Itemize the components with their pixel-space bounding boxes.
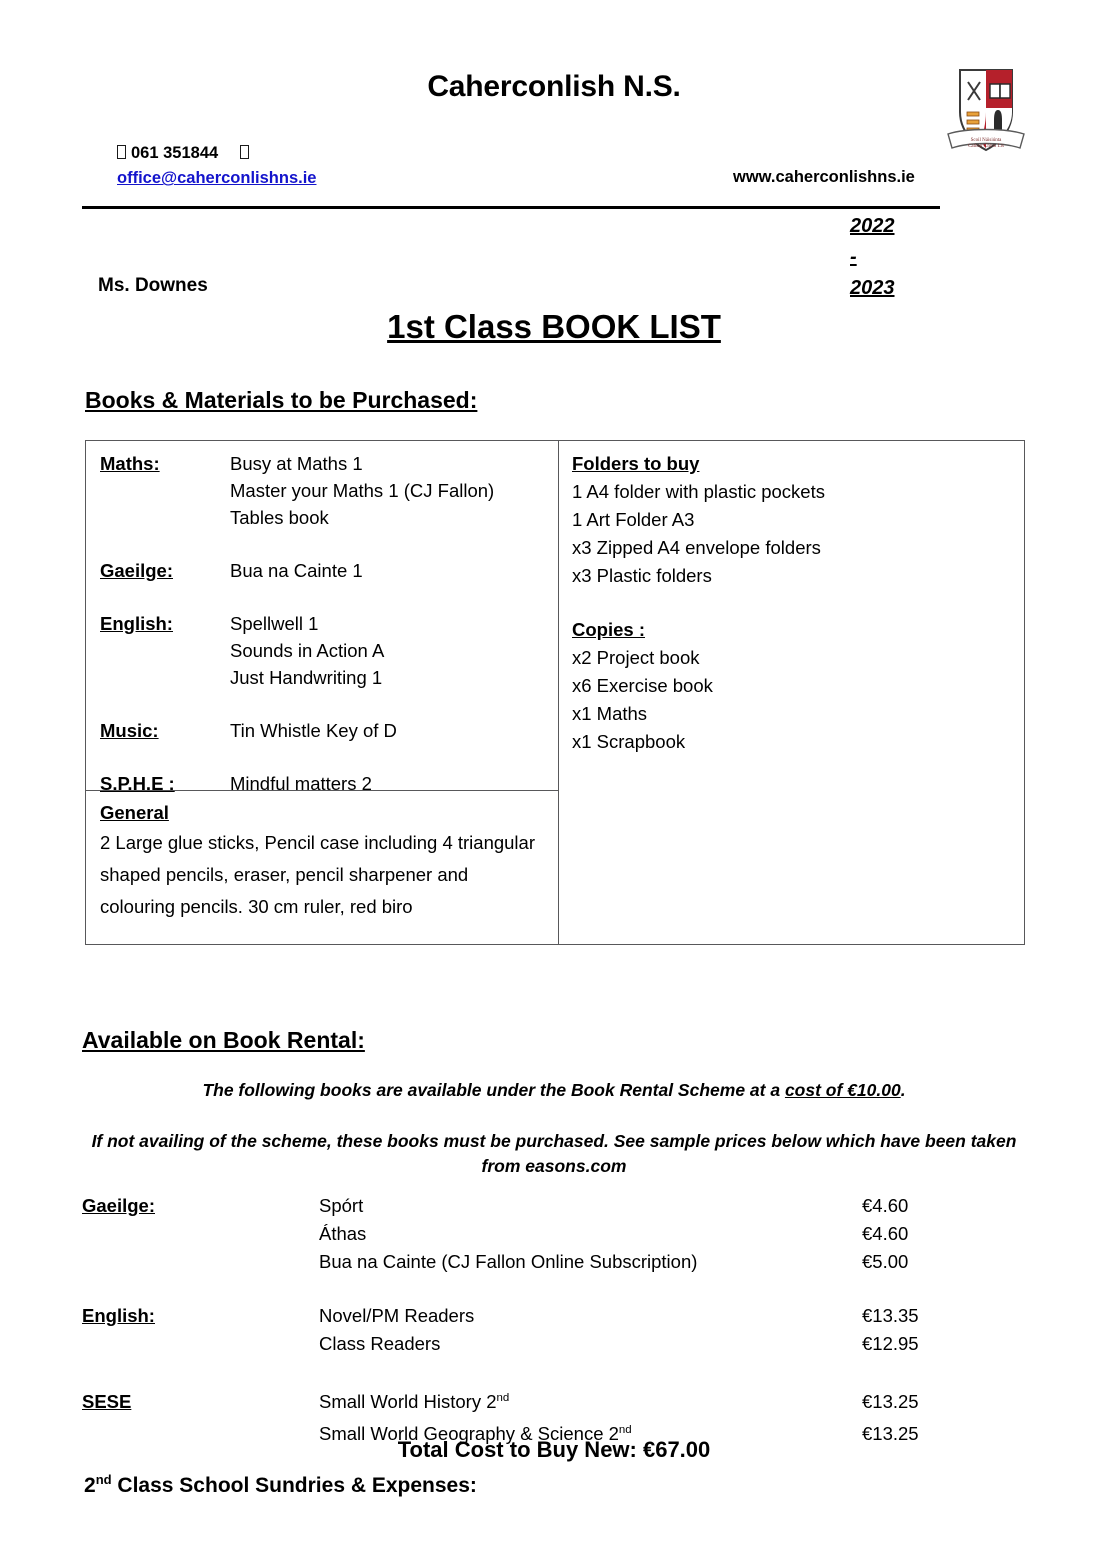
- sundries-heading: [84, 1472, 477, 1498]
- svg-text:Scoil Náisiúnta: Scoil Náisiúnta: [970, 138, 1002, 143]
- year-dash: -: [850, 246, 857, 268]
- subject-label: Gaeilge:: [100, 560, 173, 581]
- subject-item: Bua na Cainte 1: [230, 560, 363, 581]
- year-to: 2023: [850, 277, 895, 299]
- price-item-name: Spórt: [319, 1195, 364, 1216]
- list-item: 1 Art Folder A3: [572, 509, 695, 530]
- table-row: [82, 1248, 1022, 1276]
- subject-label: Maths:: [100, 453, 160, 474]
- spacer: [100, 744, 558, 770]
- school-year: [850, 211, 895, 304]
- subject-item: Busy at Maths 1: [230, 453, 363, 474]
- price-item-name: Novel/PM Readers: [319, 1305, 475, 1326]
- contact-block: [117, 142, 316, 191]
- general-cell: [86, 791, 558, 923]
- subject-items: [230, 610, 384, 691]
- section-heading-purchase-text: Books & Materials to be Purchased:: [85, 387, 478, 413]
- price-item-name: Bua na Cainte (CJ Fallon Online Subscription): [319, 1251, 698, 1272]
- subject-label: Music:: [100, 720, 159, 741]
- subject-item: Spellwell 1: [230, 613, 319, 634]
- price-subject-label: Gaeilge:: [82, 1195, 155, 1216]
- price-value: €13.25: [862, 1423, 919, 1445]
- subject-items: [230, 450, 494, 531]
- svg-text:Cathair Chinn Lis: Cathair Chinn Lis: [968, 144, 1004, 149]
- email-link[interactable]: office@caherconlishns.ie: [117, 169, 317, 188]
- rental-note-post: .: [900, 1080, 906, 1100]
- sundries-rest: Class School Sundries & Expenses:: [111, 1474, 477, 1497]
- teacher-name: Ms. Downes: [98, 275, 208, 296]
- rental-note-primary: [0, 1080, 1108, 1101]
- price-group: [82, 1302, 1022, 1358]
- spacer: [572, 590, 1024, 616]
- rental-cost-emphasis: cost of €10.00: [784, 1080, 901, 1100]
- rental-note-pre: The following books are available under the Book Rental Scheme at a: [202, 1080, 785, 1100]
- rental-price-list: [82, 1192, 1022, 1474]
- school-crest-icon: [940, 58, 1032, 158]
- subject-row: [100, 450, 558, 531]
- list-item: x2 Project book: [572, 647, 700, 668]
- folders-copies-cell: [559, 441, 1024, 944]
- table-row: [82, 1192, 1022, 1220]
- price-value: €13.35: [862, 1305, 919, 1326]
- table-row: [82, 1384, 1022, 1416]
- envelope-icon: [240, 145, 249, 159]
- subjects-cell: [86, 441, 558, 794]
- total-cost-line: Total Cost to Buy New: €67.00: [397, 1437, 711, 1462]
- price-group: [82, 1192, 1022, 1276]
- subject-item: Mindful matters 2: [230, 773, 372, 794]
- school-name: Caherconlish N.S.: [427, 70, 681, 103]
- spacer: [100, 584, 558, 610]
- table-row: [82, 1330, 1022, 1358]
- website-text: www.caherconlishns.ie: [733, 168, 915, 186]
- list-item: x3 Zipped A4 envelope folders: [572, 537, 821, 558]
- subject-label: S.P.H.E :: [100, 773, 175, 794]
- subject-item: Just Handwriting 1: [230, 667, 383, 688]
- sundries-ordinal-suffix: nd: [95, 1472, 112, 1487]
- price-value: €12.95: [862, 1333, 919, 1354]
- page-title: [0, 308, 1108, 346]
- subject-items: [230, 557, 363, 584]
- table-row: [82, 1220, 1022, 1248]
- subject-row: [100, 717, 558, 744]
- folders-heading: Folders to buy: [572, 453, 700, 474]
- spacer: [100, 531, 558, 557]
- price-item-name: Small World Geography & Science 2nd: [319, 1423, 632, 1445]
- table-left-column: [86, 441, 559, 944]
- page-title-text: 1st Class BOOK LIST: [387, 308, 721, 345]
- list-item: x1 Scrapbook: [572, 731, 686, 752]
- subject-label: English:: [100, 613, 173, 634]
- list-item: x3 Plastic folders: [572, 565, 712, 586]
- subject-row: [100, 557, 558, 584]
- price-item-name: Class Readers: [319, 1333, 441, 1354]
- subject-items: [230, 717, 397, 744]
- year-from: 2022: [850, 215, 895, 237]
- subject-item: Sounds in Action A: [230, 640, 385, 661]
- subject-item: Tables book: [230, 507, 329, 528]
- price-value: €4.60: [862, 1223, 909, 1244]
- subject-item: Master your Maths 1 (CJ Fallon): [230, 480, 495, 501]
- list-item: x1 Maths: [572, 703, 648, 724]
- price-value: €4.60: [862, 1195, 909, 1216]
- header-divider: [82, 206, 940, 209]
- price-value: €13.25: [862, 1391, 919, 1413]
- phone-number: 061 351844: [131, 144, 219, 162]
- books-materials-table: [85, 440, 1025, 945]
- subject-item: Tin Whistle Key of D: [230, 720, 397, 741]
- price-value: €5.00: [862, 1251, 909, 1272]
- price-item-name: Small World History 2nd: [319, 1391, 510, 1413]
- price-item-name: Áthas: [319, 1223, 367, 1244]
- rental-note-secondary: If not availing of the scheme, these books must be purchased. See sample prices below which have been taken from easons.com: [91, 1131, 1017, 1176]
- list-item: x6 Exercise book: [572, 675, 713, 696]
- subject-row: [100, 610, 558, 691]
- section-heading-purchase: [85, 387, 477, 414]
- price-subject-label: SESE: [82, 1391, 132, 1413]
- general-heading: General: [100, 802, 169, 823]
- phone-icon: [117, 145, 126, 159]
- table-row: [82, 1302, 1022, 1330]
- list-item: 1 A4 folder with plastic pockets: [572, 481, 825, 502]
- general-body: 2 Large glue sticks, Pencil case including 4 triangular shaped pencils, eraser, pencil sharpener and colouring pencils. 30 cm ruler, red biro: [100, 832, 535, 917]
- section-heading-rental: [82, 1027, 365, 1054]
- section-heading-rental-text: Available on Book Rental:: [82, 1027, 365, 1053]
- copies-heading: Copies :: [572, 619, 645, 640]
- spacer: [100, 691, 558, 717]
- price-subject-label: English:: [82, 1305, 155, 1326]
- sundries-number: 2: [84, 1474, 96, 1497]
